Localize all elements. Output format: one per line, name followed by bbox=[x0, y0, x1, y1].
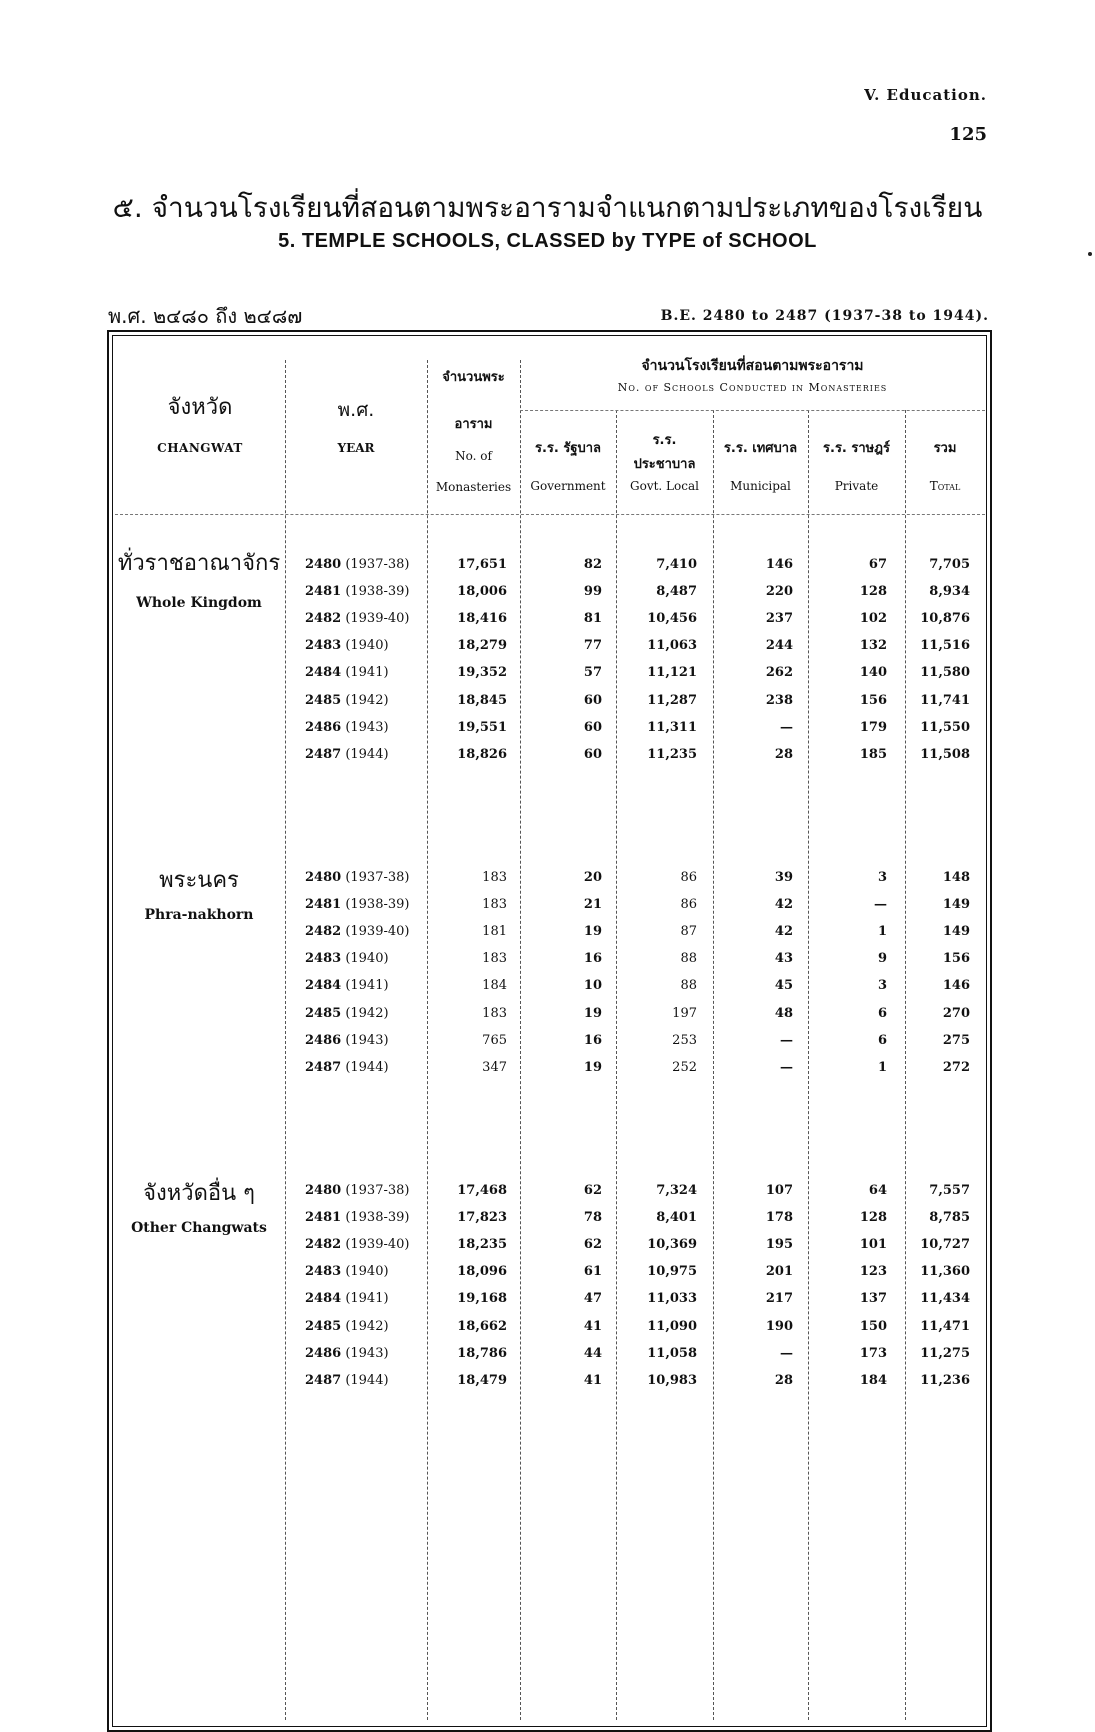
local-cell: 10,456 bbox=[647, 611, 697, 626]
total-cell: 7,705 bbox=[929, 557, 970, 572]
year-cell: 2483 (1940) bbox=[305, 1264, 389, 1279]
mon-cell: 18,416 bbox=[457, 611, 507, 626]
mun-cell: 146 bbox=[765, 557, 793, 572]
section-heading: V. Education. bbox=[864, 86, 987, 104]
government-header-thai: ร.ร. รัฐบาล bbox=[534, 441, 602, 456]
priv-cell: 101 bbox=[859, 1237, 887, 1252]
gov-cell: 60 bbox=[583, 693, 602, 708]
priv-cell: 184 bbox=[859, 1373, 887, 1388]
mun-cell: 195 bbox=[765, 1237, 793, 1252]
year-cell: 2487 (1944) bbox=[305, 1060, 389, 1075]
year-cell: 2483 (1940) bbox=[305, 638, 389, 653]
year-cell: 2482 (1939-40) bbox=[305, 611, 410, 626]
total-cell: 156 bbox=[942, 951, 970, 966]
local-cell: 11,033 bbox=[647, 1291, 697, 1306]
gov-cell: 41 bbox=[583, 1373, 602, 1388]
year-cell: 2487 (1944) bbox=[305, 747, 389, 762]
table-title-english: 5. TEMPLE SCHOOLS, CLASSED by TYPE of SCHOOL bbox=[278, 230, 817, 252]
local-cell: 7,324 bbox=[656, 1183, 697, 1198]
gov-cell: 78 bbox=[583, 1210, 602, 1225]
group-label-thai-whole-kingdom: ทั่วราชอาณาจักร bbox=[117, 551, 281, 576]
column-divider bbox=[808, 410, 809, 1720]
mun-cell: 39 bbox=[774, 870, 793, 885]
priv-cell: 128 bbox=[859, 1210, 887, 1225]
local-cell: 11,311 bbox=[647, 720, 697, 735]
gov-cell: 19 bbox=[583, 1006, 602, 1021]
mun-cell: 201 bbox=[765, 1264, 793, 1279]
local-cell: 86 bbox=[680, 897, 697, 912]
column-divider bbox=[905, 410, 906, 1720]
local-cell: 10,983 bbox=[647, 1373, 697, 1388]
gov-cell: 60 bbox=[583, 747, 602, 762]
total-cell: 272 bbox=[942, 1060, 970, 1075]
mon-cell: 19,352 bbox=[457, 665, 507, 680]
priv-cell: 6 bbox=[877, 1033, 887, 1048]
total-cell: 11,580 bbox=[920, 665, 970, 680]
mon-cell: 18,279 bbox=[457, 638, 507, 653]
page-number: 125 bbox=[949, 124, 987, 145]
gov-cell: 16 bbox=[583, 1033, 602, 1048]
monasteries-header-thai: จำนวนพระ bbox=[442, 370, 505, 385]
total-cell: 8,934 bbox=[929, 584, 970, 599]
local-cell: 86 bbox=[680, 870, 697, 885]
local-header: Govt. Local bbox=[630, 479, 699, 493]
group-label-thai-other-changwats: จังหวัดอื่น ๆ bbox=[143, 1181, 255, 1206]
mun-cell: 45 bbox=[774, 978, 793, 993]
priv-cell: 140 bbox=[859, 665, 887, 680]
total-cell: 149 bbox=[942, 924, 970, 939]
total-header: Total bbox=[929, 479, 961, 493]
year-cell: 2486 (1943) bbox=[305, 1346, 389, 1361]
mun-cell: 217 bbox=[765, 1291, 793, 1306]
priv-cell: 137 bbox=[859, 1291, 887, 1306]
local-cell: 87 bbox=[680, 924, 697, 939]
mun-cell: 107 bbox=[765, 1183, 793, 1198]
mun-cell: 244 bbox=[765, 638, 793, 653]
monasteries-header: No. of bbox=[455, 449, 492, 463]
local-cell: 8,401 bbox=[656, 1210, 697, 1225]
local-cell: 11,063 bbox=[647, 638, 697, 653]
gov-cell: 81 bbox=[583, 611, 602, 626]
total-cell: 10,876 bbox=[920, 611, 970, 626]
priv-cell: 9 bbox=[877, 951, 887, 966]
year-cell: 2484 (1941) bbox=[305, 1291, 389, 1306]
municipal-header: Municipal bbox=[730, 479, 791, 493]
mon-cell: 17,468 bbox=[457, 1183, 507, 1198]
mun-cell: 190 bbox=[765, 1319, 793, 1334]
total-cell: 11,471 bbox=[920, 1319, 970, 1334]
total-cell: 11,508 bbox=[920, 747, 970, 762]
mon-cell: 19,168 bbox=[457, 1291, 507, 1306]
local-cell: 252 bbox=[672, 1060, 697, 1075]
group-label-other-changwats: Other Changwats bbox=[131, 1220, 267, 1236]
priv-cell: 3 bbox=[877, 978, 887, 993]
local-cell: 88 bbox=[680, 978, 697, 993]
priv-cell: 150 bbox=[859, 1319, 887, 1334]
total-cell: 149 bbox=[942, 897, 970, 912]
total-cell: 146 bbox=[942, 978, 970, 993]
total-cell: 10,727 bbox=[920, 1237, 970, 1252]
mun-cell: 28 bbox=[774, 1373, 793, 1388]
total-cell: 148 bbox=[942, 870, 970, 885]
changwat-header-thai: จังหวัด bbox=[167, 395, 233, 420]
mon-cell: 183 bbox=[482, 897, 507, 912]
priv-cell: 3 bbox=[877, 870, 887, 885]
total-header-thai: รวม bbox=[933, 441, 957, 456]
mon-cell: 18,479 bbox=[457, 1373, 507, 1388]
group-label-phra-nakhorn: Phra-nakhorn bbox=[144, 907, 254, 923]
year-cell: 2485 (1942) bbox=[305, 693, 389, 708]
total-cell: 7,557 bbox=[929, 1183, 970, 1198]
mon-cell: 765 bbox=[482, 1033, 507, 1048]
group-label-whole-kingdom: Whole Kingdom bbox=[136, 595, 262, 611]
mon-cell: 347 bbox=[482, 1060, 507, 1075]
priv-cell: 123 bbox=[859, 1264, 887, 1279]
gov-cell: 62 bbox=[583, 1183, 602, 1198]
period-thai: พ.ศ. ๒๔๘๐ ถึง ๒๔๘๗ bbox=[108, 304, 303, 328]
year-cell: 2480 (1937-38) bbox=[305, 1183, 410, 1198]
total-cell: 11,516 bbox=[920, 638, 970, 653]
gov-cell: 77 bbox=[583, 638, 602, 653]
local-cell: 11,287 bbox=[647, 693, 697, 708]
speck bbox=[1088, 252, 1092, 256]
mon-cell: 18,235 bbox=[457, 1237, 507, 1252]
priv-cell: — bbox=[874, 897, 887, 912]
local-cell: 10,369 bbox=[647, 1237, 697, 1252]
mun-cell: 48 bbox=[774, 1006, 793, 1021]
priv-cell: 1 bbox=[877, 924, 887, 939]
mun-cell: 43 bbox=[774, 951, 793, 966]
mon-cell: 18,845 bbox=[457, 693, 507, 708]
local-cell: 253 bbox=[672, 1033, 697, 1048]
mon-cell: 18,662 bbox=[457, 1319, 507, 1334]
private-header: Private bbox=[834, 479, 879, 493]
gov-cell: 47 bbox=[583, 1291, 602, 1306]
total-cell: 275 bbox=[942, 1033, 970, 1048]
priv-cell: 179 bbox=[859, 720, 887, 735]
gov-cell: 60 bbox=[583, 720, 602, 735]
column-divider bbox=[427, 360, 428, 1720]
mon-cell: 18,096 bbox=[457, 1264, 507, 1279]
total-cell: 11,236 bbox=[920, 1373, 970, 1388]
gov-cell: 99 bbox=[583, 584, 602, 599]
year-header-thai: พ.ศ. bbox=[337, 399, 375, 421]
column-divider bbox=[713, 410, 714, 1720]
priv-cell: 1 bbox=[877, 1060, 887, 1075]
changwat-header: CHANGWAT bbox=[157, 441, 243, 455]
group-label-thai-phra-nakhorn: พระนคร bbox=[159, 868, 239, 893]
mun-cell: — bbox=[780, 1346, 793, 1361]
mun-cell: — bbox=[780, 1060, 793, 1075]
monasteries-header-thai-2: อาราม bbox=[454, 417, 493, 432]
total-cell: 11,360 bbox=[920, 1264, 970, 1279]
government-header: Government bbox=[530, 479, 606, 493]
schools-group-header-thai: จำนวนโรงเรียนที่สอนตามพระอาราม bbox=[641, 358, 864, 374]
priv-cell: 67 bbox=[868, 557, 887, 572]
mon-cell: 183 bbox=[482, 951, 507, 966]
mun-cell: 42 bbox=[774, 897, 793, 912]
year-cell: 2480 (1937-38) bbox=[305, 557, 410, 572]
gov-cell: 19 bbox=[583, 1060, 602, 1075]
mun-cell: — bbox=[780, 1033, 793, 1048]
mun-cell: 262 bbox=[765, 665, 793, 680]
mon-cell: 184 bbox=[482, 978, 507, 993]
gov-cell: 19 bbox=[583, 924, 602, 939]
year-cell: 2481 (1938-39) bbox=[305, 584, 410, 599]
priv-cell: 185 bbox=[859, 747, 887, 762]
mun-cell: 238 bbox=[765, 693, 793, 708]
private-header-thai: ร.ร. ราษฎร์ bbox=[823, 441, 890, 456]
mun-cell: 178 bbox=[765, 1210, 793, 1225]
mon-cell: 18,006 bbox=[457, 584, 507, 599]
column-divider bbox=[285, 360, 286, 1720]
mun-cell: — bbox=[780, 720, 793, 735]
mon-cell: 19,551 bbox=[457, 720, 507, 735]
priv-cell: 156 bbox=[859, 693, 887, 708]
local-header-thai-2: ประชาบาล bbox=[633, 457, 696, 472]
mon-cell: 17,823 bbox=[457, 1210, 507, 1225]
year-cell: 2483 (1940) bbox=[305, 951, 389, 966]
year-cell: 2482 (1939-40) bbox=[305, 1237, 410, 1252]
year-cell: 2484 (1941) bbox=[305, 665, 389, 680]
priv-cell: 128 bbox=[859, 584, 887, 599]
gov-cell: 82 bbox=[583, 557, 602, 572]
table-inner-frame bbox=[112, 335, 987, 1727]
local-cell: 11,058 bbox=[647, 1346, 697, 1361]
total-cell: 11,741 bbox=[920, 693, 970, 708]
priv-cell: 6 bbox=[877, 1006, 887, 1021]
gov-cell: 62 bbox=[583, 1237, 602, 1252]
year-cell: 2487 (1944) bbox=[305, 1373, 389, 1388]
mon-cell: 181 bbox=[482, 924, 507, 939]
column-divider bbox=[616, 410, 617, 1720]
local-cell: 10,975 bbox=[647, 1264, 697, 1279]
mun-cell: 28 bbox=[774, 747, 793, 762]
local-cell: 7,410 bbox=[656, 557, 697, 572]
year-cell: 2486 (1943) bbox=[305, 1033, 389, 1048]
mun-cell: 237 bbox=[765, 611, 793, 626]
priv-cell: 173 bbox=[859, 1346, 887, 1361]
mon-cell: 18,786 bbox=[457, 1346, 507, 1361]
year-cell: 2486 (1943) bbox=[305, 720, 389, 735]
total-cell: 8,785 bbox=[929, 1210, 970, 1225]
year-header: YEAR bbox=[337, 441, 375, 455]
table-title-thai: ๕. จำนวนโรงเรียนที่สอนตามพระอารามจำแนกตามประเภทของโรงเรียน bbox=[112, 191, 983, 224]
gov-cell: 61 bbox=[583, 1264, 602, 1279]
year-cell: 2485 (1942) bbox=[305, 1006, 389, 1021]
gov-cell: 20 bbox=[583, 870, 602, 885]
mun-cell: 220 bbox=[765, 584, 793, 599]
mon-cell: 17,651 bbox=[457, 557, 507, 572]
local-cell: 8,487 bbox=[656, 584, 697, 599]
local-cell: 11,235 bbox=[647, 747, 697, 762]
monasteries-header-2: Monasteries bbox=[435, 480, 512, 494]
period-english: B.E. 2480 to 2487 (1937-38 to 1944). bbox=[660, 308, 989, 324]
mon-cell: 183 bbox=[482, 1006, 507, 1021]
gov-cell: 44 bbox=[583, 1346, 602, 1361]
local-cell: 11,090 bbox=[647, 1319, 697, 1334]
year-cell: 2480 (1937-38) bbox=[305, 870, 410, 885]
municipal-header-thai: ร.ร. เทศบาล bbox=[723, 441, 798, 456]
mon-cell: 18,826 bbox=[457, 747, 507, 762]
local-cell: 11,121 bbox=[647, 665, 697, 680]
gov-cell: 10 bbox=[583, 978, 602, 993]
mun-cell: 42 bbox=[774, 924, 793, 939]
local-cell: 197 bbox=[672, 1006, 697, 1021]
local-header-thai: ร.ร. bbox=[652, 433, 677, 448]
year-cell: 2484 (1941) bbox=[305, 978, 389, 993]
gov-cell: 21 bbox=[583, 897, 602, 912]
column-divider bbox=[520, 360, 521, 1720]
year-cell: 2481 (1938-39) bbox=[305, 897, 410, 912]
total-cell: 11,550 bbox=[920, 720, 970, 735]
total-cell: 270 bbox=[942, 1006, 970, 1021]
year-cell: 2482 (1939-40) bbox=[305, 924, 410, 939]
year-cell: 2481 (1938-39) bbox=[305, 1210, 410, 1225]
mon-cell: 183 bbox=[482, 870, 507, 885]
header-divider bbox=[520, 410, 985, 411]
total-cell: 11,275 bbox=[920, 1346, 970, 1361]
gov-cell: 41 bbox=[583, 1319, 602, 1334]
gov-cell: 57 bbox=[583, 665, 602, 680]
priv-cell: 132 bbox=[859, 638, 887, 653]
priv-cell: 64 bbox=[868, 1183, 887, 1198]
gov-cell: 16 bbox=[583, 951, 602, 966]
header-bottom-rule bbox=[115, 514, 985, 515]
schools-group-header: No. of Schools Conducted in Monasteries bbox=[617, 381, 888, 394]
priv-cell: 102 bbox=[859, 611, 887, 626]
year-cell: 2485 (1942) bbox=[305, 1319, 389, 1334]
total-cell: 11,434 bbox=[920, 1291, 970, 1306]
local-cell: 88 bbox=[680, 951, 697, 966]
